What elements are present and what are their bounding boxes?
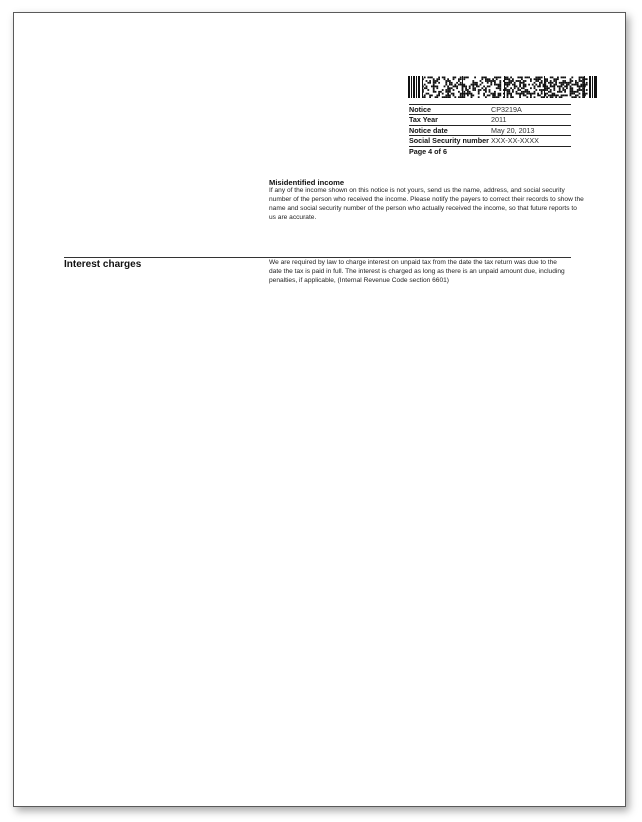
tax-year-label: Tax Year: [409, 115, 491, 125]
notice-date-value: May 20, 2013: [491, 125, 571, 135]
notice-info-table: [409, 104, 571, 156]
ssn-row: [409, 136, 571, 146]
misidentified-income-body: If any of the income shown on this notice is not yours, send us the name, address, and social security number of the person who received the income. Please notify the payers to correct their records to show the name and social security number of the person who actually received the income, so that future reports to us are accurate.: [269, 187, 584, 221]
notice-value: CP3219A: [491, 105, 571, 115]
misidentified-income-section: [269, 178, 585, 223]
page-number-label: Page 4 of 6: [409, 146, 491, 156]
section-divider: [64, 257, 571, 258]
page-number-row: [409, 146, 571, 156]
notice-label: Notice: [409, 105, 491, 115]
interest-charges-body: We are required by law to charge interest on unpaid tax from the date the tax return was due to the date the tax is paid in full. The interest is charged as long as there is an unpaid amount due, including penalties, if applicable, (Internal Revenue Code section 6601): [269, 259, 565, 284]
notice-date-label: Notice date: [409, 125, 491, 135]
tax-year-row: [409, 115, 571, 125]
page-number-value: [491, 146, 571, 156]
ssn-label: Social Security number: [409, 136, 491, 146]
notice-row: [409, 105, 571, 115]
document-page: [13, 12, 626, 807]
ssn-value: XXX-XX-XXXX: [491, 136, 571, 146]
barcode: [408, 76, 598, 98]
interest-charges-title: Interest charges: [64, 259, 142, 270]
notice-date-row: [409, 125, 571, 135]
tax-year-value: 2011: [491, 115, 571, 125]
misidentified-income-title: Misidentified income: [269, 178, 345, 187]
